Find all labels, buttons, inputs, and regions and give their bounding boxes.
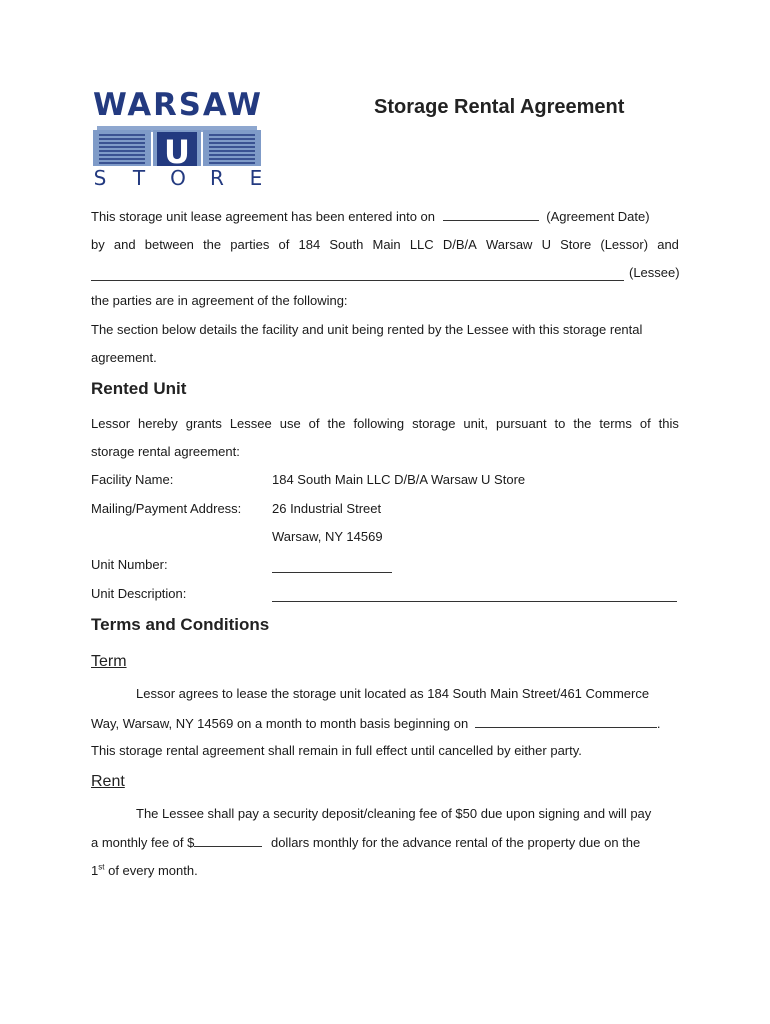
- logo-store-letter: O: [170, 166, 186, 190]
- lessee-label: (Lessee): [629, 265, 680, 280]
- logo-store-letter: S: [93, 166, 107, 190]
- mailing-address-line-2: Warsaw, NY 14569: [272, 529, 383, 544]
- intro-line-6: agreement.: [91, 350, 157, 365]
- rented-unit-word: hereby: [138, 416, 178, 431]
- rented-unit-para-line-1: [91, 416, 679, 432]
- terms-heading: Terms and Conditions: [91, 615, 270, 634]
- rented-unit-word: use: [279, 416, 301, 431]
- rent-line-2-rest: dollars monthly for the advance rental of the property due on the: [270, 835, 641, 850]
- logo-store-letter: E: [249, 166, 263, 190]
- rented-unit-word: of: [639, 416, 651, 431]
- intro-word: of: [278, 237, 290, 252]
- rented-unit-word: to: [554, 416, 566, 431]
- intro-word: and: [657, 237, 679, 252]
- unit-description-field[interactable]: [272, 601, 677, 602]
- rented-unit-word: the: [573, 416, 592, 431]
- rented-unit-word: following: [353, 416, 405, 431]
- intro-word: between: [144, 237, 194, 252]
- logo-store-text: [90, 166, 266, 190]
- logo-storage-doors-icon: [93, 126, 261, 166]
- mailing-address-line-1: 26 Industrial Street: [272, 501, 382, 516]
- facility-name-value: 184 South Main LLC D/B/A Warsaw U Store: [272, 472, 526, 487]
- logo-store-letter: R: [210, 166, 224, 190]
- intro-word: and: [113, 237, 136, 252]
- intro-word: by: [91, 237, 105, 252]
- logo-word-warsaw: WARSAW: [93, 87, 263, 122]
- rent-line-3: [91, 863, 198, 879]
- intro-word: Store: [560, 237, 592, 252]
- intro-word: the: [203, 237, 222, 252]
- intro-line-2: [91, 237, 679, 253]
- term-line-2-text: Way, Warsaw, NY 14569 on a month to month basis beginning on: [91, 716, 469, 731]
- logo-wordmark: [92, 86, 264, 122]
- term-line-3: This storage rental agreement shall remain in full effect until cancelled by either party.: [91, 743, 582, 758]
- intro-word: 184: [298, 237, 321, 252]
- rented-unit-heading: Rented Unit: [91, 379, 187, 398]
- intro-line-1: [91, 208, 650, 225]
- mailing-address-label: Mailing/Payment Address:: [91, 501, 242, 516]
- rent-line-3-number: 1: [91, 863, 99, 878]
- intro-word: LLC: [409, 237, 434, 252]
- rent-line-2: [91, 834, 640, 851]
- lease-start-date-field[interactable]: [475, 715, 657, 728]
- rented-unit-word: Lessor: [91, 416, 131, 431]
- rent-line-2-text: a monthly fee of $: [91, 835, 195, 850]
- rented-unit-word: pursuant: [495, 416, 547, 431]
- rented-unit-word: of: [308, 416, 320, 431]
- logo-store-letter: T: [132, 166, 146, 190]
- rented-unit-word: unit,: [463, 416, 488, 431]
- term-subheading: Term: [91, 653, 127, 670]
- intro-word: South: [329, 237, 364, 252]
- rented-unit-word: terms: [599, 416, 632, 431]
- document-title: Storage Rental Agreement: [374, 96, 625, 118]
- intro-line-1-text: This storage unit lease agreement has been entered into on: [91, 209, 436, 224]
- rent-line-3-ordinal: st: [98, 862, 105, 872]
- rent-subheading: Rent: [91, 773, 125, 790]
- rent-line-1: The Lessee shall pay a security deposit/cleaning fee of $50 due upon signing and will pay: [136, 806, 652, 821]
- rented-unit-para-line-2: storage rental agreement:: [91, 444, 240, 459]
- term-line-2-period: .: [656, 716, 661, 731]
- intro-word: parties: [230, 237, 270, 252]
- intro-word: U: [541, 237, 551, 252]
- facility-name-label: Facility Name:: [91, 472, 174, 487]
- lessee-name-field[interactable]: [91, 280, 624, 281]
- intro-line-5: The section below details the facility and unit being rented by the Lessee with this storage rental: [91, 322, 643, 337]
- intro-word: D/B/A: [442, 237, 477, 252]
- rented-unit-word: grants: [185, 416, 222, 431]
- rented-unit-word: the: [327, 416, 346, 431]
- rented-unit-word: storage: [412, 416, 456, 431]
- unit-number-label: Unit Number:: [91, 557, 168, 572]
- rented-unit-word: this: [658, 416, 679, 431]
- rent-line-3-text: of every month.: [108, 863, 198, 878]
- logo-letter-u: U: [164, 133, 190, 166]
- agreement-date-field[interactable]: [443, 208, 539, 221]
- unit-description-label: Unit Description:: [91, 586, 187, 601]
- monthly-fee-field[interactable]: [194, 834, 262, 847]
- rented-unit-word: Lessee: [229, 416, 272, 431]
- intro-line-4: the parties are in agreement of the following:: [91, 293, 348, 308]
- unit-number-field[interactable]: [272, 572, 392, 573]
- term-line-1: Lessor agrees to lease the storage unit located as 184 South Main Street/461 Commerce: [136, 686, 650, 701]
- intro-word: (Lessor): [600, 237, 649, 252]
- term-line-2: [91, 715, 660, 732]
- agreement-date-label: (Agreement Date): [546, 209, 650, 224]
- intro-word: Warsaw: [485, 237, 533, 252]
- intro-word: Main: [372, 237, 401, 252]
